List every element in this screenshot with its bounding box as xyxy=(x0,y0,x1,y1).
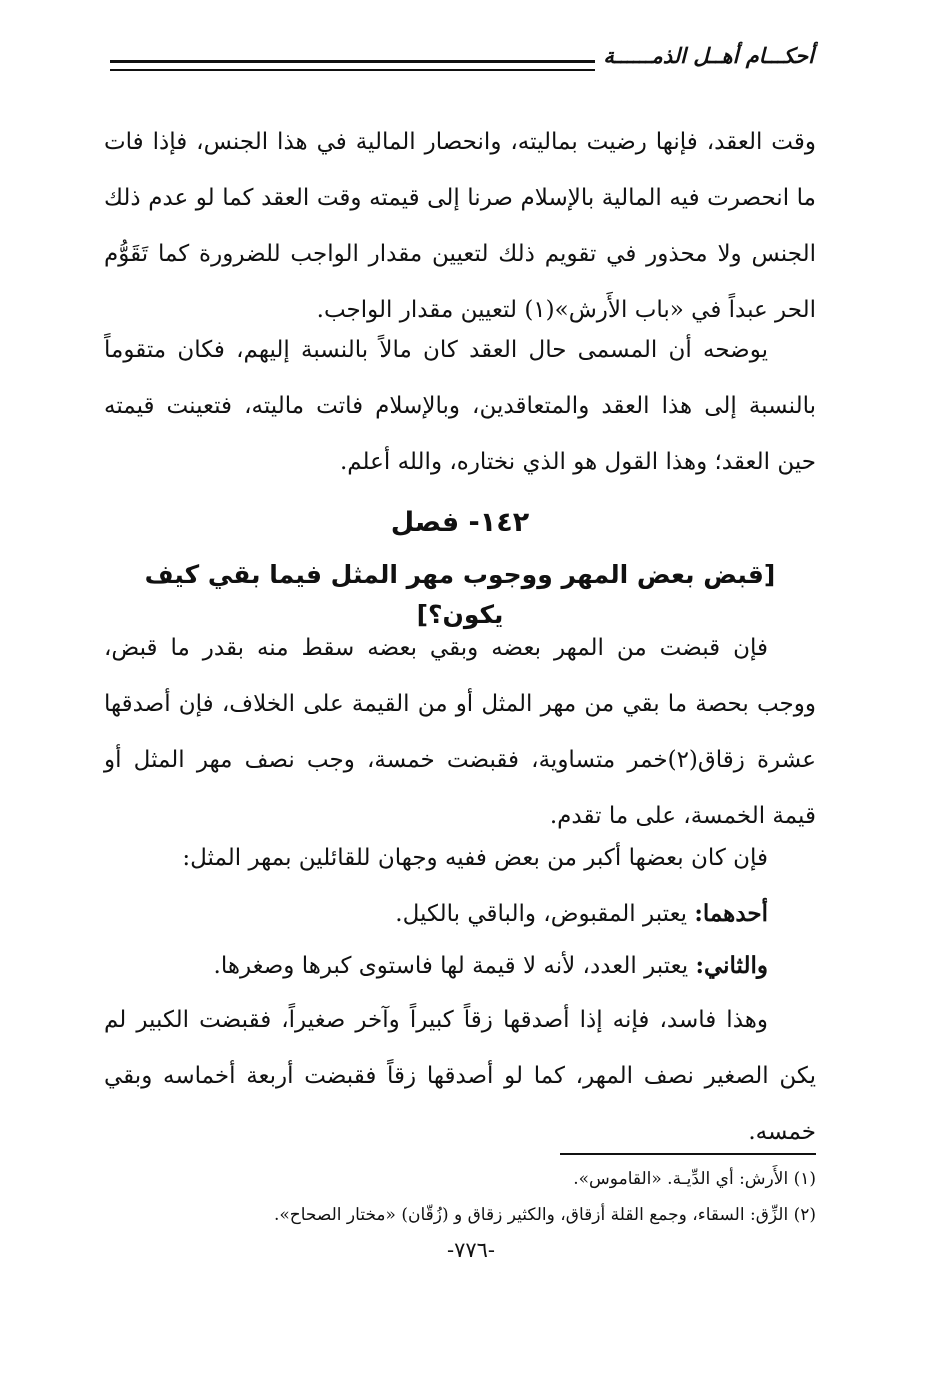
footnote-2: (٢) الزِّق: السقاء، وجمع القلة أزقاق، والكثير زقاق و (زُقّان) «مختار الصحاح». xyxy=(273,1205,816,1225)
opinion-2-term: والثاني: xyxy=(695,952,768,979)
page-number: -٧٧٦- xyxy=(446,1238,496,1262)
paragraph-4: فإن كان بعضها أكبر من بعض ففيه وجهان للقائلين بمهر المثل: xyxy=(182,845,768,871)
paragraph-2: يوضحه أن المسمى حال العقد كان مالاً بالنسبة إليهم، فكان متقوماً بالنسبة إلى هذا العقد والمتعاقدين، وبالإسلام فاتت ماليته، فتعينت قيمته حين العقد؛ وهذا القول هو الذي نختاره، والله أعلم. xyxy=(104,337,816,475)
header-rule-top xyxy=(110,60,595,63)
opinion-1-text: يعتبر المقبوض، والباقي بالكيل. xyxy=(395,901,695,927)
opinion-item-1 xyxy=(104,886,816,942)
footnote-separator xyxy=(560,1153,816,1155)
footnotes xyxy=(104,1161,816,1233)
opinion-item-2 xyxy=(104,938,816,994)
footnote-1: (١) الأَرش: أي الدِّيـة. «القاموس». xyxy=(573,1169,816,1189)
paragraph-5: وهذا فاسد، فإنه إذا أصدقها زقاً كبيراً وآخر صغيراً، فقبضت الكبير لم يكن الصغير نصف المهر، كما لو أصدقها زقاً فقبضت أربعة أخماسه وبقي خمسه. xyxy=(104,1007,816,1145)
opinion-1-term: أحدهما: xyxy=(694,900,768,927)
paragraph-1: وقت العقد، فإنها رضيت بماليته، وانحصار المالية في هذا الجنس، فإذا فات ما انحصرت فيه المالية بالإسلام صرنا إلى قيمته وقت العقد كما لو عدم ذلك الجنس ولا محذور في تقويم ذلك لتعيين مقدار الواجب للضرورة كما تَقَوُّم الحر عبداً في «باب الأَرش»(١) لتعيين مقدار الواجب. xyxy=(104,129,816,323)
section-title: ١٤٢- فصل xyxy=(390,507,530,538)
section-subtitle: [قبض بعض المهر ووجوب مهر المثل فيما بقي كيف يكون؟] xyxy=(144,560,776,629)
header-rule-bottom xyxy=(110,69,595,71)
running-header-title: أحكـــام أهــل الذمــــــة xyxy=(603,44,814,68)
opinion-2-text: يعتبر العدد، لأنه لا قيمة لها فاستوى كبرها وصغرها. xyxy=(213,953,696,979)
paragraph-3: فإن قبضت من المهر بعضه وبقي بعضه سقط منه بقدر ما قبض، ووجب بحصة ما بقي من مهر المثل أو من القيمة على الخلاف، فإن أصدقها عشرة زقاق(٢)خمر متساوية، فقبضت خمسة، وجب نصف مهر المثل أو قيمة الخمسة، على ما تقدم. xyxy=(104,635,816,829)
